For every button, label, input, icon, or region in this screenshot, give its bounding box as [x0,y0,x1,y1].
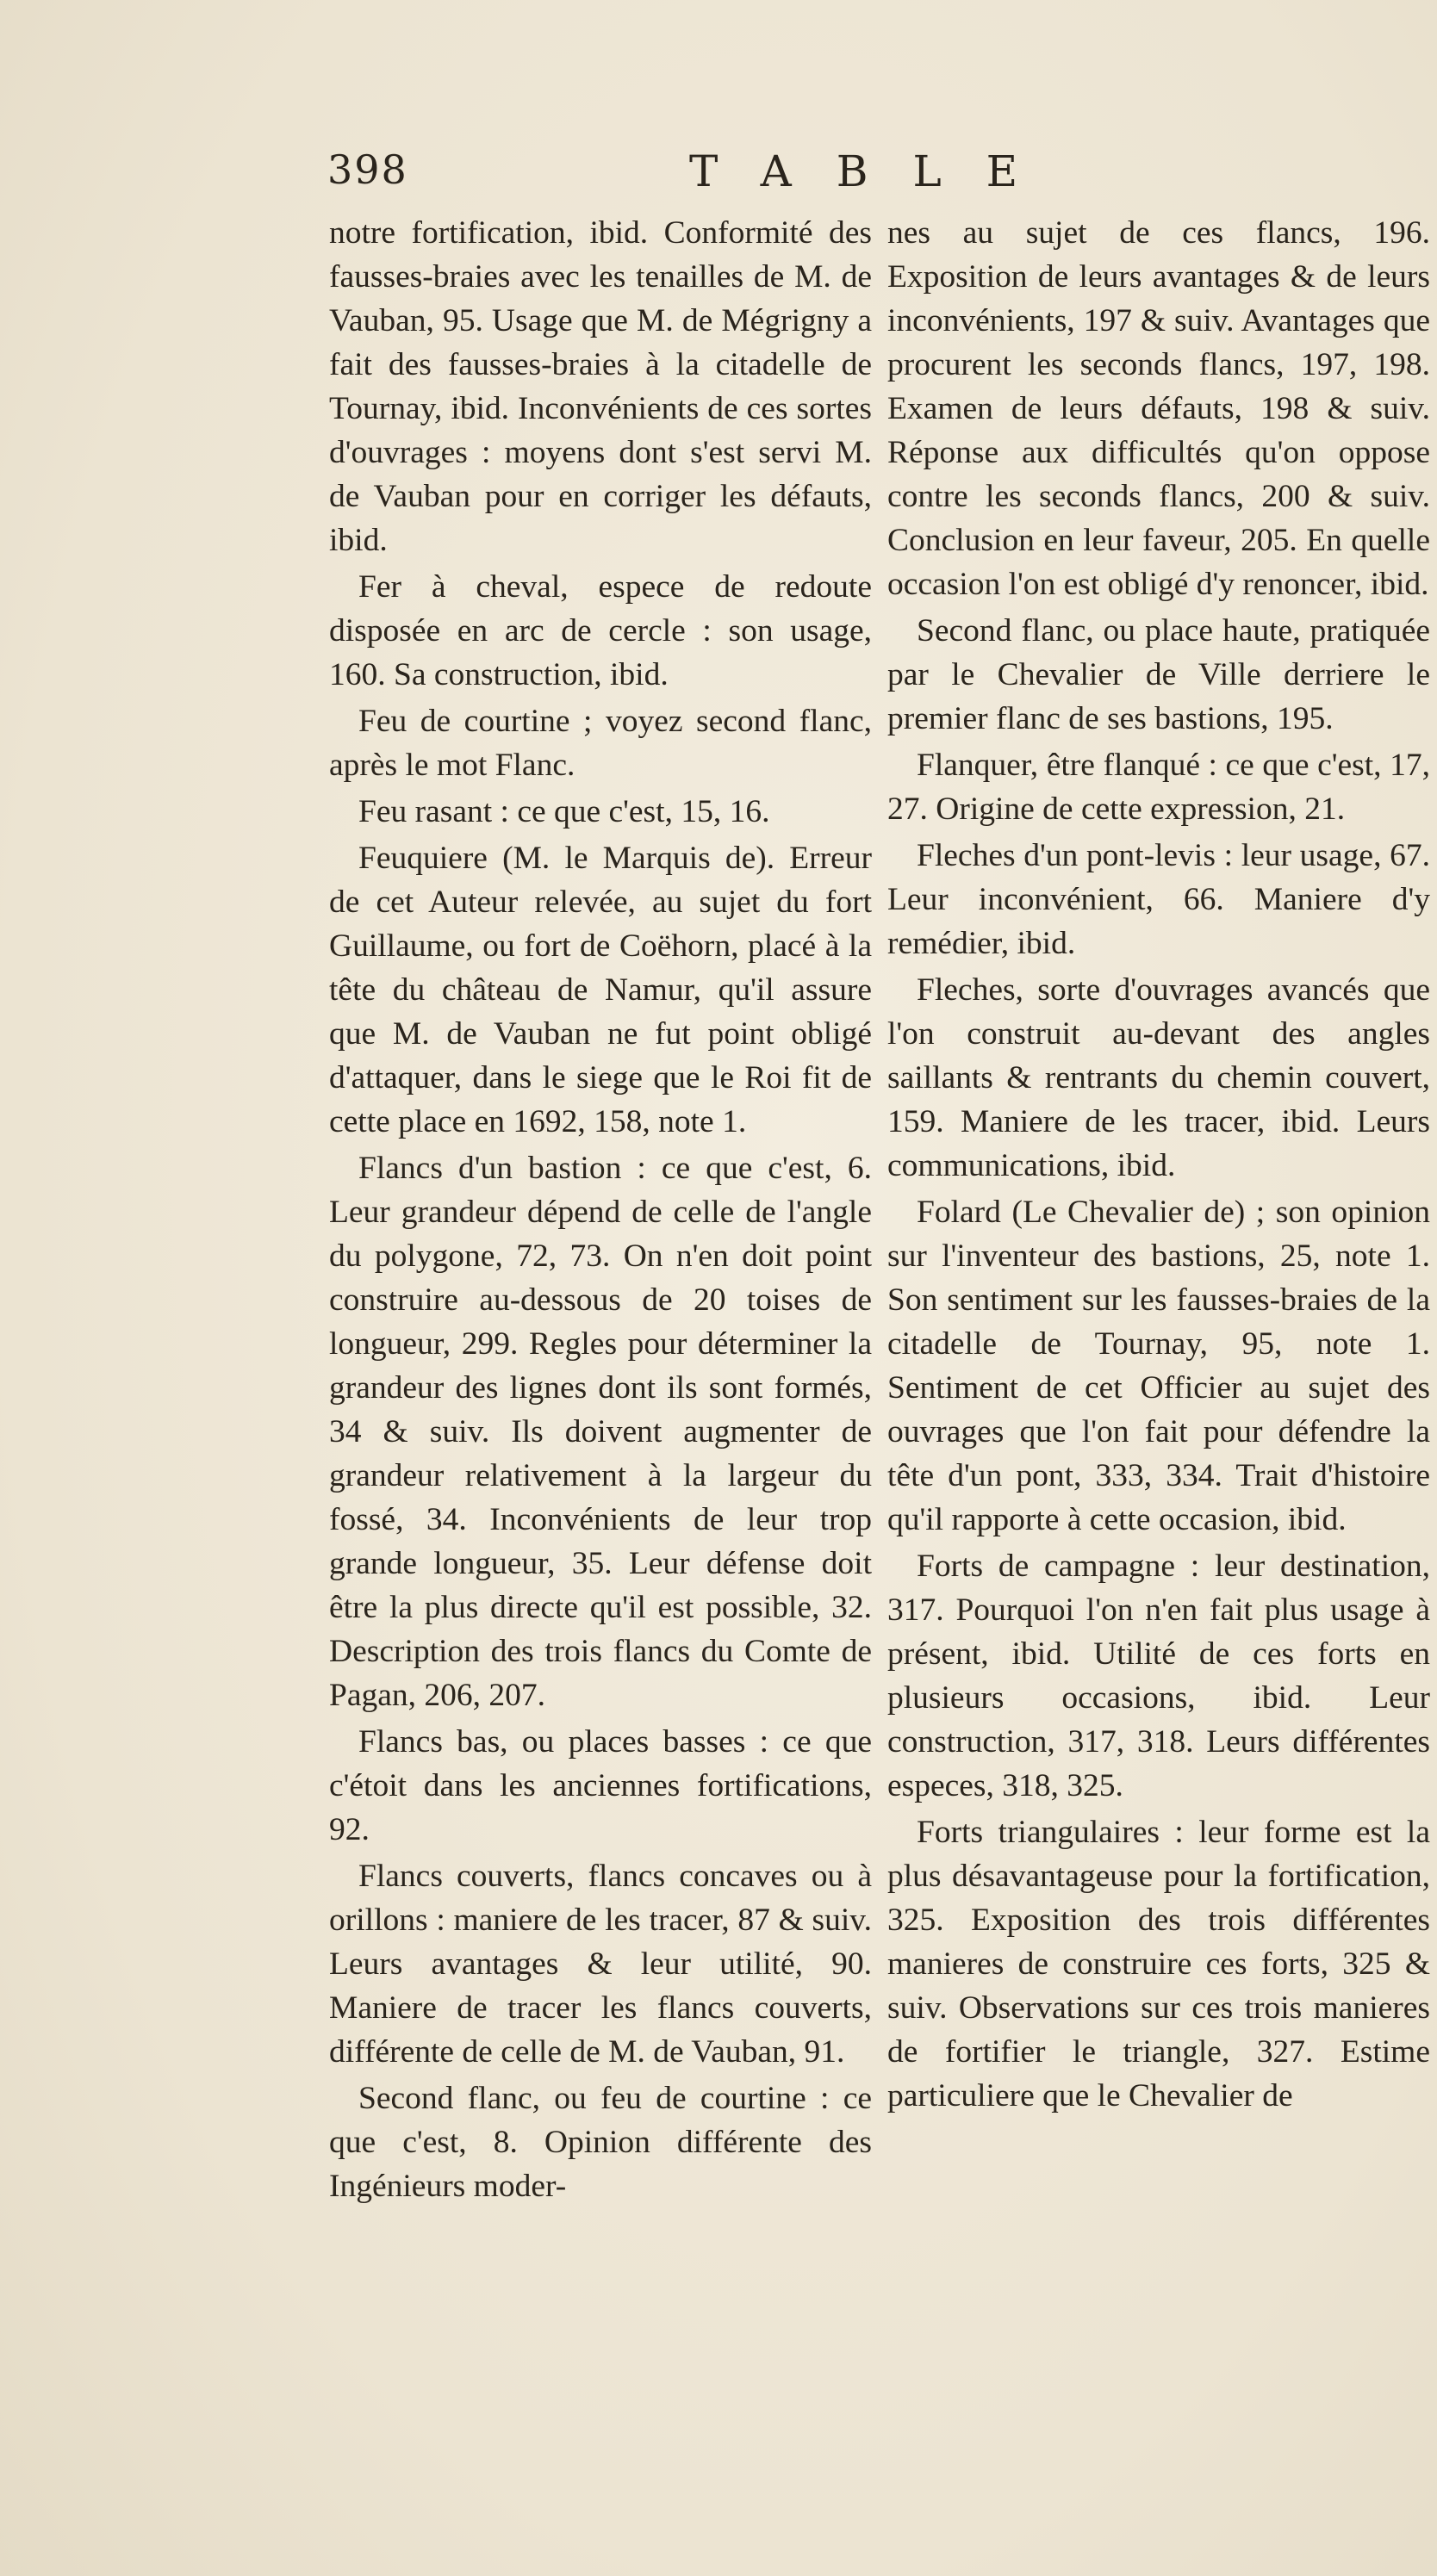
running-title: TABLE [689,146,1063,196]
index-entry: notre fortification, ibid. Conformité des fausses-braies avec les tenailles de M. de Vauban, 95. Usage que M. de Mégrigny a fait des fausses-braies à la citadelle de Tournay, ibid. Inconvénients de ces sortes d'ouvrages : moyens dont s'est servi M. de Vauban pour en corriger les défauts, ibid. [329,215,872,558]
index-entry: Feu de courtine ; voyez second flanc, après le mot Flanc. [329,704,872,783]
index-entry: Second flanc, ou feu de courtine : ce que c'est, 8. Opinion différente des Ingénieurs moder- [329,2081,872,2204]
index-entry: Feuquiere (M. le Marquis de). Erreur de cet Auteur relevée, au sujet du fort Guillaume, ou fort de Coëhorn, placé à la tête du château de Namur, qu'il assure que M. de Vauban ne fut point obligé d'attaquer, dans le siege que le Roi fit de cette place en 1692, 158, note 1. [329,841,872,1139]
index-entry: nes au sujet de ces flancs, 196. Exposition de leurs avantages & de leurs inconvénients, 197 & suiv. Avantages que procurent les seconds flancs, 197, 198. Examen de leurs défauts, 198 & suiv. Réponse aux difficultés qu'on oppose contre les seconds flancs, 200 & suiv. Conclusion en leur faveur, 205. En quelle occasion l'on est obligé d'y renoncer, ibid. [887,215,1430,602]
index-entry: Feu rasant : ce que c'est, 15, 16. [358,794,770,829]
index-entry: Flancs bas, ou places basses : ce que c'étoit dans les anciennes fortifications, 92. [329,1724,872,1847]
index-entry: Second flanc, ou place haute, pratiquée par le Chevalier de Ville derriere le premier flanc de ses bastions, 195. [887,613,1430,736]
left-column [329,211,872,2211]
index-entry: Flancs couverts, flancs concaves ou à orillons : maniere de les tracer, 87 & suiv. Leurs avantages & leur utilité, 90. Maniere de tracer les flancs couverts, différente de celle de M. de Vauban, 91. [329,1859,872,2070]
index-entry: Forts de campagne : leur destination, 317. Pourquoi l'on n'en fait plus usage à présent, ibid. Utilité de ces forts en plusieurs occasions, ibid. Leur construction, 317, 318. Leurs différentes especes, 318, 325. [887,1549,1430,1803]
index-entry: Folard (Le Chevalier de) ; son opinion sur l'inventeur des bastions, 25, note 1. Son sentiment sur les fausses-braies de la citadelle de Tournay, 95, note 1. Sentiment de cet Officier au sujet des ouvrages que l'on fait pour défendre la tête d'un pont, 333, 334. Trait d'histoire qu'il rapporte à cette occasion, ibid. [887,1195,1430,1537]
index-entry: Forts triangulaires : leur forme est la plus désavantageuse pour la fortification, 325. Exposition des trois différentes manieres de construire ces forts, 325 & suiv. Observations sur ces trois manieres de fortifier le triangle, 327. Estime particuliere que le Chevalier de [887,1815,1430,2114]
index-entry: Fer à cheval, espece de redoute disposée en arc de cercle : son usage, 160. Sa construction, ibid. [329,569,872,692]
page-header [327,146,1189,215]
index-entry: Fleches d'un pont-levis : leur usage, 67. Leur inconvénient, 66. Maniere d'y remédier, ibid. [887,838,1430,961]
page-number: 398 [327,146,408,193]
index-entry: Fleches, sorte d'ouvrages avancés que l'on construit au-devant des angles saillants & rentrants du chemin couvert, 159. Maniere de les tracer, ibid. Leurs communications, ibid. [887,972,1430,1183]
index-entry: Flancs d'un bastion : ce que c'est, 6. Leur grandeur dépend de celle de l'angle du polygone, 72, 73. On n'en doit point construire au-dessous de 20 toises de longueur, 299. Regles pour déterminer la grandeur des lignes dont ils sont formés, 34 & suiv. Ils doivent augmenter de grandeur relativement à la largeur du fossé, 34. Inconvénients de leur trop grande longueur, 35. Leur défense doit être la plus directe qu'il est possible, 32. Description des trois flancs du Comte de Pagan, 206, 207. [329,1151,872,1713]
right-column [887,211,1430,2120]
index-entry: Flanquer, être flanqué : ce que c'est, 17, 27. Origine de cette expression, 21. [887,748,1430,827]
